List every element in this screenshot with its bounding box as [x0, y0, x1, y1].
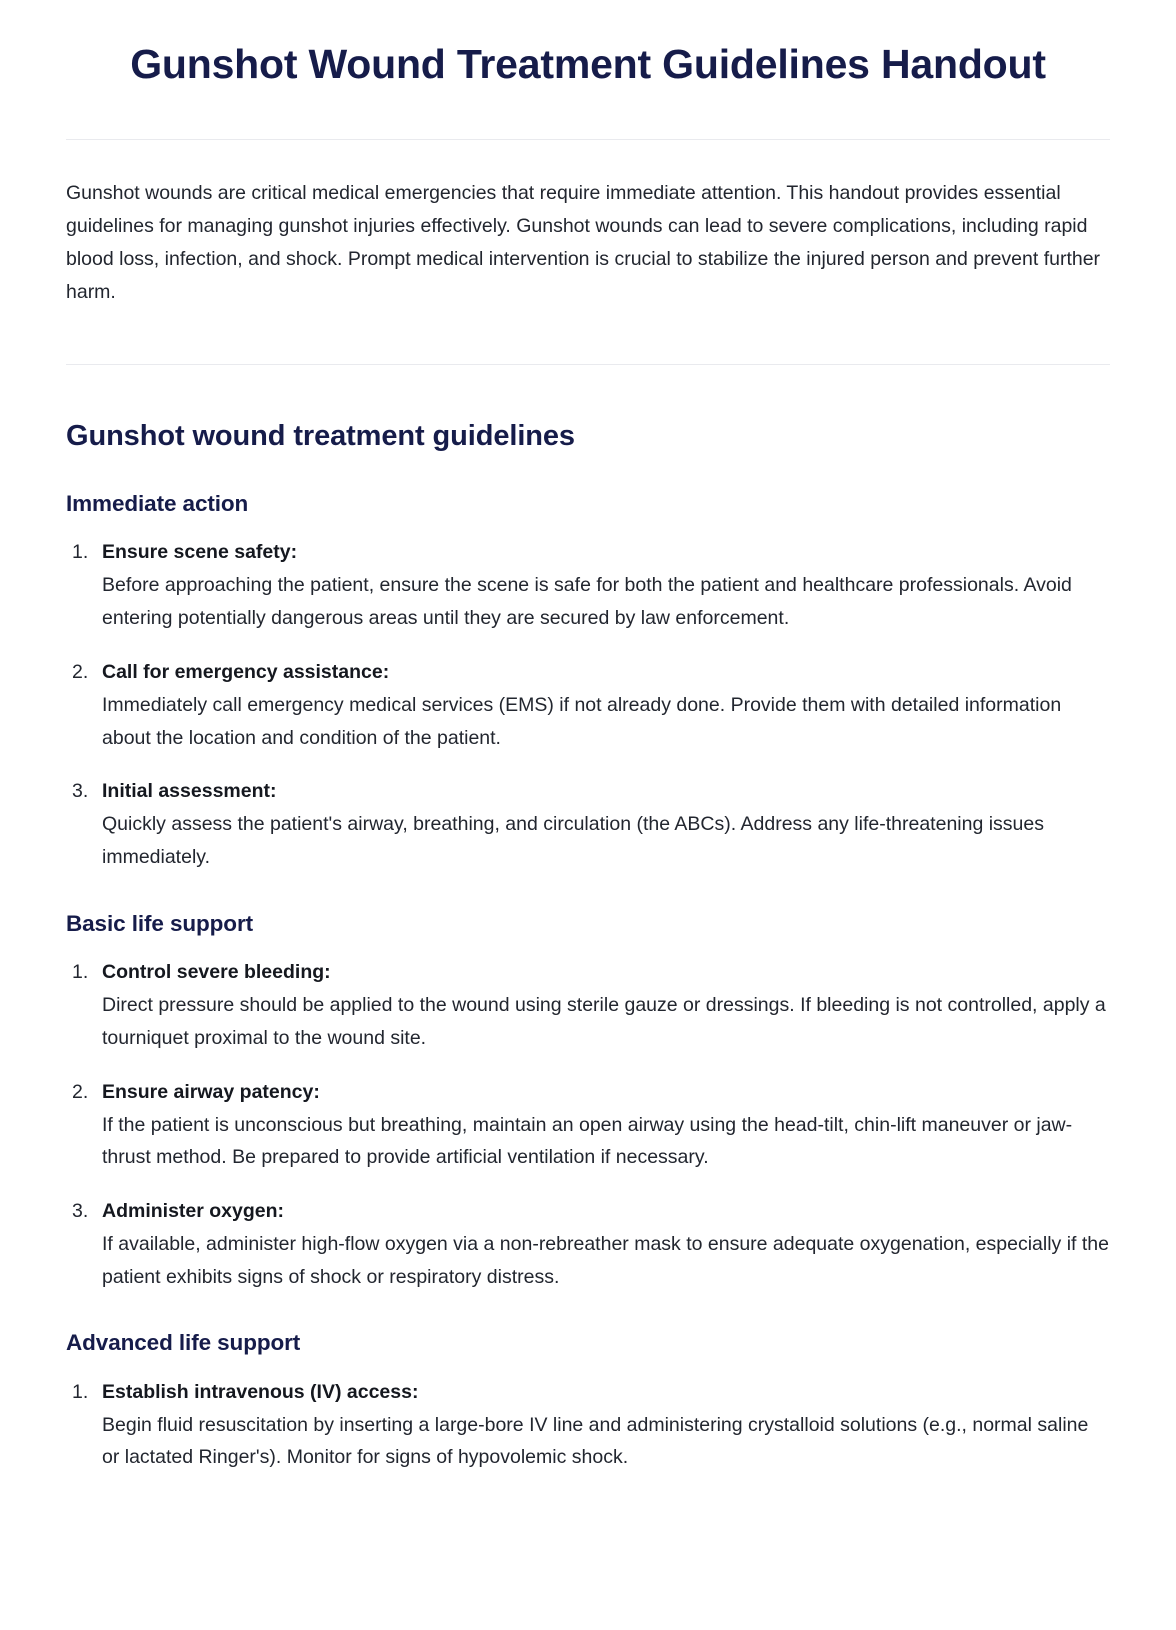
- list-item: [66, 657, 1110, 754]
- step-description: Before approaching the patient, ensure the scene is safe for both the patient and healthcare professionals. Avoid entering potentially dangerous areas until they are secured by law enforcement.: [102, 574, 1072, 630]
- section-heading: Basic life support: [66, 910, 253, 936]
- list-item: [66, 1377, 1110, 1474]
- step-description: Quickly assess the patient's airway, breathing, and circulation (the ABCs). Address any life-threatening issues immediately.: [102, 813, 1044, 869]
- section-basic-life-support: [66, 876, 1110, 1296]
- list-item: [66, 1196, 1110, 1293]
- step-term: Ensure scene safety:: [102, 541, 298, 564]
- step-description: If the patient is unconscious but breathing, maintain an open airway using the head-tilt, chin-lift maneuver or jaw-thrust method. Be prepared to provide artificial ventilation if necessary.: [102, 1113, 1073, 1169]
- step-list: [66, 1358, 1110, 1474]
- section-immediate-action: [66, 456, 1110, 876]
- list-item: [66, 537, 1110, 634]
- list-item: [66, 776, 1110, 873]
- step-description: Immediately call emergency medical services (EMS) if not already done. Provide them with detailed information about the location and condition of the patient.: [102, 693, 1062, 749]
- list-item: [66, 1077, 1110, 1174]
- step-list: [66, 938, 1110, 1293]
- section-heading: Advanced life support: [66, 1330, 301, 1356]
- step-term: Call for emergency assistance:: [102, 660, 390, 683]
- main-heading: Gunshot wound treatment guidelines: [66, 420, 575, 453]
- intro-paragraph: Gunshot wounds are critical medical emergencies that require immediate attention. This handout provides essential guidelines for managing gunshot injuries effectively. Gunshot wounds can lead to severe complications, including rapid blood loss, infection, and shock. Prompt medical intervention is crucial to stabilize the injured person and prevent further harm.: [66, 182, 1101, 303]
- step-term: Initial assessment:: [102, 780, 277, 803]
- step-list: [66, 518, 1110, 873]
- step-description: Direct pressure should be applied to the wound using sterile gauze or dressings. If bleeding is not controlled, apply a tourniquet proximal to the wound site.: [102, 994, 1106, 1049]
- step-term: Ensure airway patency:: [102, 1080, 320, 1103]
- step-description: Begin fluid resuscitation by inserting a large-bore IV line and administering crystalloid solutions (e.g., normal saline or lactated Ringer's). Monitor for signs of hypovolemic shock.: [102, 1413, 1089, 1469]
- step-term: Establish intravenous (IV) access:: [102, 1380, 419, 1403]
- list-item: [66, 957, 1110, 1054]
- step-term: Administer oxygen:: [102, 1200, 285, 1222]
- section-advanced-life-support: [66, 1295, 1110, 1476]
- section-heading: Immediate action: [66, 491, 249, 517]
- page-title: Gunshot Wound Treatment Guidelines Handout: [130, 41, 1046, 87]
- step-description: If available, administer high-flow oxygen via a non-rebreather mask to ensure adequate oxygenation, especially if the patient exhibits signs of shock or respiratory distress.: [102, 1232, 1110, 1288]
- step-term: Control severe bleeding:: [102, 961, 331, 984]
